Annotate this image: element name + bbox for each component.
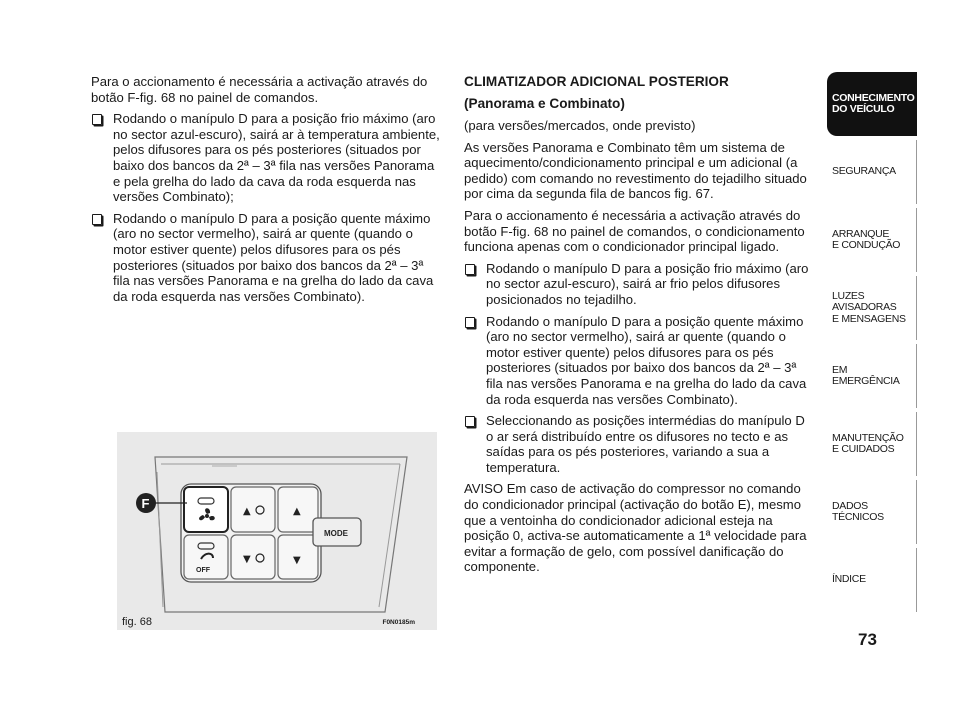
- up-arrow-icon: ▲: [243, 506, 251, 517]
- paragraph: Para o accionamento é necessária a activação através do botão F-fig. 68 no painel de comandos, o condicionamento funciona apenas com o condicionador principal ligado.: [464, 207, 805, 255]
- control-panel-illustration: [117, 432, 437, 630]
- paragraph: As versões Panorama e Combinato têm um sistema de aquecimento/condicionamento principal e um adicional (a pedido) com comando no revestimento do tejadilho situado por cima da segunda fila de bancos fig. 67.: [464, 139, 807, 202]
- page-number: 73: [858, 630, 877, 649]
- checkbox-bullet-icon: [92, 114, 102, 125]
- figure-caption: fig. 68: [122, 616, 152, 628]
- tab-luzes-avisadoras[interactable]: LUZES AVISADORAS E MENSAGENS: [827, 276, 917, 340]
- tab-indice[interactable]: ÍNDICE: [827, 548, 917, 612]
- tab-seguranca[interactable]: SEGURANÇA: [827, 140, 917, 204]
- checkbox-bullet-icon: [465, 317, 475, 328]
- checkbox-bullet-icon: [465, 264, 475, 275]
- mode-label: MODE: [324, 529, 348, 538]
- down-arrow-icon: ▼: [293, 555, 301, 566]
- callout-f-label: F: [141, 496, 150, 511]
- list-item: Seleccionando as posições intermédias do manípulo D o ar será distribuído entre os difusores no tecto e as saídas para os pés posteriores, variando a sua a temperatura.: [464, 413, 814, 475]
- figure-code: F0N0185m: [382, 619, 415, 626]
- warning-paragraph: AVISO Em caso de activação do compressor no comando do condicionador principal (activação do botão E), mesmo que a ventoinha do condicionador adicional esteja na posição 0, activa-se automaticamente a 1ª velocidade para evitar a formação de gelo, com possível danificação do componente.: [464, 481, 807, 575]
- off-label: OFF: [196, 567, 210, 574]
- down-arrow-icon: ▼: [243, 554, 251, 565]
- right-column: [464, 74, 814, 581]
- section-heading: CLIMATIZADOR ADICIONAL POSTERIOR: [464, 74, 729, 89]
- figure-68: [117, 432, 437, 630]
- tab-dados-tecnicos[interactable]: DADOS TÉCNICOS: [827, 480, 917, 544]
- list-item: Rodando o manípulo D para a posição quente máximo (aro no sector vermelho), sairá ar quente (quando o motor estiver quente) pelos difusores para os pés posteriores (situados por baixo dos bancos da 2ª – 3ª fila nas versões Panorama e na grelha do lado da cava da roda esquerda nas versões Combinato).: [464, 314, 814, 408]
- section-note: (para versões/mercados, onde previsto): [464, 118, 696, 133]
- list-item: Rodando o manípulo D para a posição frio máximo (aro no sector azul-escuro), sairá ar à temperatura ambiente, pelos difusores para os pés posteriores (situados por baixo dos bancos da 2ª – 3ª fila nas versões Panorama e pela grelha do lado da cava da roda esquerda nas versões Combinato);: [91, 111, 443, 205]
- list-item: Rodando o manípulo D para a posição frio máximo (aro no sector azul-escuro), sairá ar frio pelos difusores posicionados no tejadilho.: [464, 261, 814, 308]
- checkbox-bullet-icon: [465, 416, 475, 427]
- checkbox-bullet-icon: [92, 214, 102, 225]
- intro-paragraph: Para o accionamento é necessária a activação através do botão F-fig. 68 no painel de comandos.: [91, 74, 428, 105]
- up-arrow-icon: ▲: [293, 506, 301, 517]
- left-column: [91, 74, 443, 310]
- tab-manutencao-e-cuidados[interactable]: MANUTENÇÃO E CUIDADOS: [827, 412, 917, 476]
- tab-em-emergencia[interactable]: EM EMERGÊNCIA: [827, 344, 917, 408]
- list-item: Rodando o manípulo D para a posição quente máximo (aro no sector vermelho), sairá ar quente (quando o motor estiver quente) pelos difusores para os pés posteriores (situados por baixo dos bancos da 2ª – 3ª fila nas versões Panorama e na grelha do lado da cava da roda esquerda nas versões Combinato).: [91, 211, 443, 305]
- section-heading-sub: (Panorama e Combinato): [464, 96, 625, 111]
- tab-arranque-e-conducao[interactable]: ARRANQUE E CONDUÇÃO: [827, 208, 917, 272]
- tab-conhecimento-do-veiculo[interactable]: CONHECIMENTO DO VEÍCULO: [827, 72, 917, 136]
